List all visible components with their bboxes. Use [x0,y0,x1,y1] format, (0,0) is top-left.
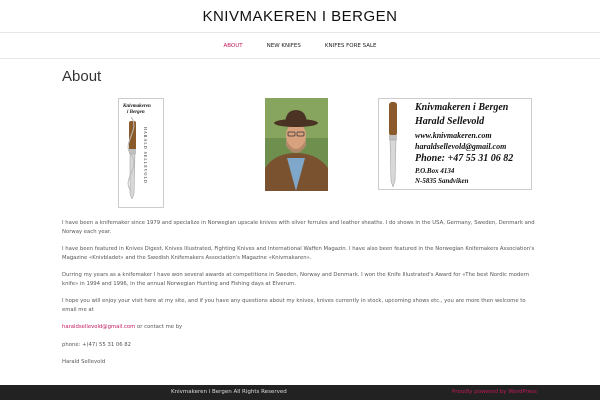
page-title: About [62,68,102,85]
paragraph-phone: phone: +(47) 55 31 06 82 [62,341,132,348]
card3-name: Harald Sellevold [415,116,485,127]
footer-powered-link[interactable]: Proudly powered by WordPress [452,389,537,395]
paragraph-welcome: I hope you will enjoy your visit here at my site, and if you have any questions about my knives, knives currently in stock, upcoming shows etc., you are more then welcome to email me at [62,298,526,313]
card3-email: haraldsellevold@gmail.com [415,142,507,151]
paragraph-featured: I have been featured in Knives Digest, Knives Illustrated, Fighting Knives and International Waffen Magazin. I have also been featured in the Norwegian Knifemakers Association's Magazine «Knivbladet» and the Swedish Knifemakers Association's Magazine «Knivmakaren». [62,246,535,261]
nav-item-new-knifes[interactable]: NEW KNIFES [266,42,301,49]
card3-web: www.knivmakeren.com [415,131,492,140]
paragraph-awards: Durring my years as a knifemaker I have won several awards at competitions in Sweden, Norway and Denmark. I won the Knife Illustrated's Award for «The best Nordic modern knife» in 1994 and 1996, in the annual Norwegian Hunting and Fishing days at Elverum. [62,272,530,287]
main-content [62,68,540,365]
card3-box: P.O.Box 4134 [415,167,455,175]
business-card-vertical-image[interactable] [118,98,164,208]
site-title[interactable]: KNIVMAKEREN I BERGEN [202,8,398,25]
paragraph-contact [62,323,540,332]
footer-copyright: Knivmakeren i Bergen All Rights Reserved [171,389,287,395]
card1-vertical-name: HARALD SELLEVOLD [143,127,148,184]
knife-icon [379,99,409,190]
nav-item-knifes-fore-sale[interactable]: KNIFES FORE SALE [324,42,377,49]
main-nav [0,33,600,59]
nav-item-about[interactable]: ABOUT [223,42,243,49]
site-header [0,0,600,33]
about-text [62,219,540,376]
business-card-horizontal-image[interactable] [378,98,532,190]
card3-title: Knivmakeren i Bergen [415,102,509,113]
card1-line1: Knivmakeren [123,104,151,109]
paragraph-intro: I have been a knifemaker since 1979 and specialize in Norwegian upscale knives with silver ferrules and leather sheaths. I do shows in the USA, Germany, Sweden, Denmark and Norway each year. [62,220,535,235]
portrait-person-icon [265,98,328,191]
signature: Harald Sellevold [62,359,106,365]
card1-line2: i Bergen [127,110,145,115]
card3-phone: Phone: +47 55 31 06 82 [415,153,514,164]
contact-suffix: or contact me by [135,324,183,330]
email-link[interactable]: haraldsellevold@gmail.com [62,324,136,330]
site-footer [0,385,600,400]
card3-city: N-5835 Sandviken [415,177,469,185]
image-gallery [62,98,540,210]
portrait-photo[interactable] [265,98,328,191]
knife-icon [119,99,164,208]
